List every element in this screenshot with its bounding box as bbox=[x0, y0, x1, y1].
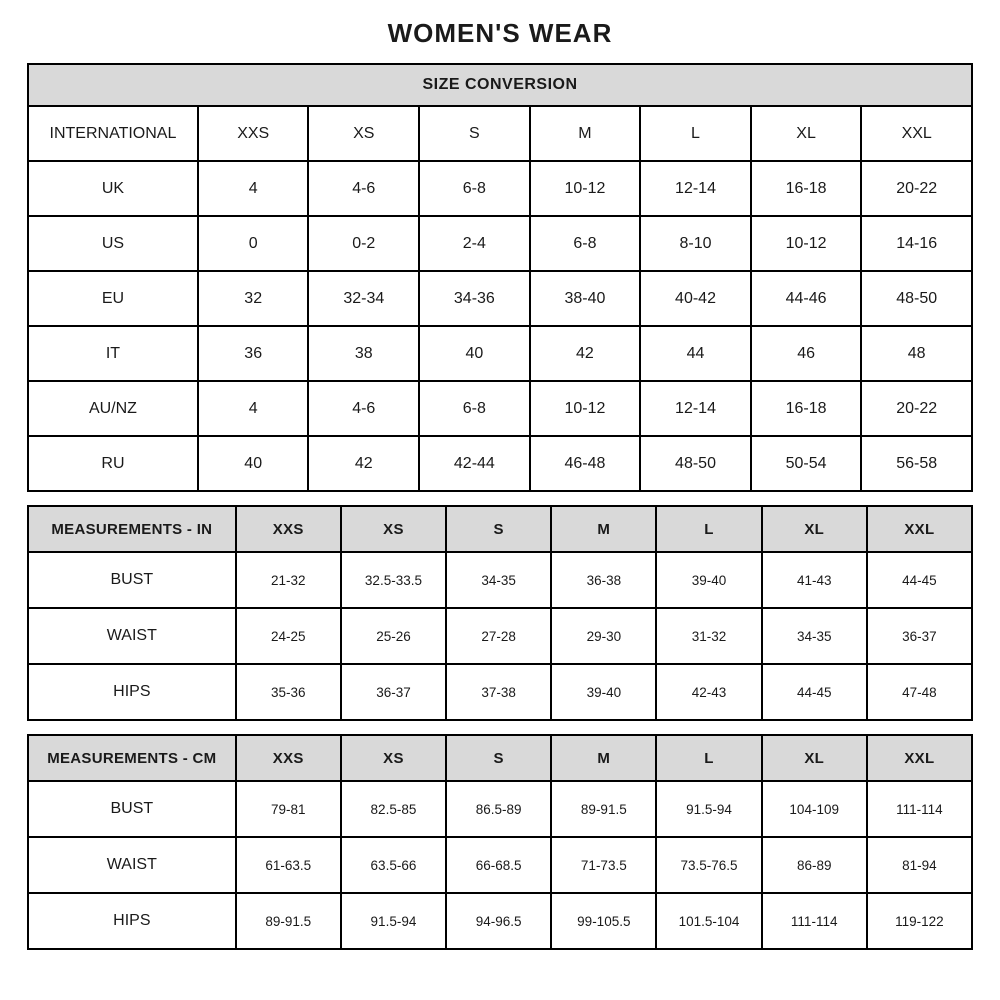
measurement-value-cell: 104-109 bbox=[762, 781, 867, 837]
size-value-cell: 6-8 bbox=[419, 381, 530, 436]
row-label-cell: BUST bbox=[28, 781, 236, 837]
column-header-cell: S bbox=[446, 506, 551, 552]
size-value-cell: 40-42 bbox=[640, 271, 751, 326]
size-value-cell: 42 bbox=[308, 436, 419, 491]
size-value-cell: 0-2 bbox=[308, 216, 419, 271]
size-value-cell: XXL bbox=[861, 106, 972, 161]
measurement-row bbox=[28, 837, 972, 893]
measurement-value-cell: 41-43 bbox=[762, 552, 867, 608]
measurement-value-cell: 27-28 bbox=[446, 608, 551, 664]
measurement-value-cell: 47-48 bbox=[867, 664, 972, 720]
size-conversion-row bbox=[28, 271, 972, 326]
measurement-value-cell: 29-30 bbox=[551, 608, 656, 664]
measurement-value-cell: 42-43 bbox=[656, 664, 761, 720]
size-value-cell: 4 bbox=[198, 161, 309, 216]
row-label-cell: EU bbox=[28, 271, 198, 326]
size-value-cell: 48-50 bbox=[861, 271, 972, 326]
row-label-cell: US bbox=[28, 216, 198, 271]
row-label-cell: WAIST bbox=[28, 608, 236, 664]
size-value-cell: 20-22 bbox=[861, 161, 972, 216]
size-conversion-row bbox=[28, 216, 972, 271]
size-value-cell: 48 bbox=[861, 326, 972, 381]
size-value-cell: 44-46 bbox=[751, 271, 862, 326]
size-value-cell: L bbox=[640, 106, 751, 161]
size-value-cell: 8-10 bbox=[640, 216, 751, 271]
measurement-value-cell: 86.5-89 bbox=[446, 781, 551, 837]
size-value-cell: 16-18 bbox=[751, 161, 862, 216]
size-value-cell: 34-36 bbox=[419, 271, 530, 326]
size-value-cell: 16-18 bbox=[751, 381, 862, 436]
column-header-cell: S bbox=[446, 735, 551, 781]
measurement-value-cell: 36-37 bbox=[341, 664, 446, 720]
table-title-cell: MEASUREMENTS - CM bbox=[28, 735, 236, 781]
row-label-cell: WAIST bbox=[28, 837, 236, 893]
column-header-cell: XL bbox=[762, 735, 867, 781]
size-conversion-table bbox=[27, 63, 973, 492]
size-value-cell: 14-16 bbox=[861, 216, 972, 271]
row-label-cell: HIPS bbox=[28, 664, 236, 720]
measurement-value-cell: 66-68.5 bbox=[446, 837, 551, 893]
row-label-cell: HIPS bbox=[28, 893, 236, 949]
measurement-value-cell: 86-89 bbox=[762, 837, 867, 893]
size-conversion-body bbox=[28, 106, 972, 491]
column-header-cell: M bbox=[551, 735, 656, 781]
measurement-row bbox=[28, 608, 972, 664]
measurement-value-cell: 39-40 bbox=[656, 552, 761, 608]
measurements-in-header-row bbox=[28, 506, 972, 552]
measurement-value-cell: 24-25 bbox=[236, 608, 341, 664]
size-value-cell: 40 bbox=[198, 436, 309, 491]
size-value-cell: 46 bbox=[751, 326, 862, 381]
size-value-cell: XXS bbox=[198, 106, 309, 161]
size-value-cell: 46-48 bbox=[530, 436, 641, 491]
column-header-cell: XXL bbox=[867, 506, 972, 552]
measurement-value-cell: 101.5-104 bbox=[656, 893, 761, 949]
size-conversion-row bbox=[28, 161, 972, 216]
measurement-value-cell: 63.5-66 bbox=[341, 837, 446, 893]
size-value-cell: S bbox=[419, 106, 530, 161]
column-header-cell: XS bbox=[341, 506, 446, 552]
size-conversion-row bbox=[28, 381, 972, 436]
measurement-value-cell: 44-45 bbox=[867, 552, 972, 608]
measurement-value-cell: 91.5-94 bbox=[341, 893, 446, 949]
measurement-value-cell: 36-38 bbox=[551, 552, 656, 608]
measurement-value-cell: 81-94 bbox=[867, 837, 972, 893]
size-conversion-row bbox=[28, 436, 972, 491]
size-value-cell: 12-14 bbox=[640, 381, 751, 436]
measurement-value-cell: 34-35 bbox=[446, 552, 551, 608]
measurements-cm-table bbox=[27, 734, 973, 950]
size-value-cell: 44 bbox=[640, 326, 751, 381]
measurements-cm-body bbox=[28, 781, 972, 949]
measurement-row bbox=[28, 664, 972, 720]
column-header-cell: XXS bbox=[236, 735, 341, 781]
measurement-value-cell: 39-40 bbox=[551, 664, 656, 720]
column-header-cell: L bbox=[656, 506, 761, 552]
measurement-value-cell: 71-73.5 bbox=[551, 837, 656, 893]
measurement-value-cell: 73.5-76.5 bbox=[656, 837, 761, 893]
row-label-cell: IT bbox=[28, 326, 198, 381]
measurements-in-body bbox=[28, 552, 972, 720]
size-conversion-title: SIZE CONVERSION bbox=[28, 64, 972, 106]
measurement-value-cell: 61-63.5 bbox=[236, 837, 341, 893]
size-value-cell: 42 bbox=[530, 326, 641, 381]
size-value-cell: M bbox=[530, 106, 641, 161]
size-value-cell: 36 bbox=[198, 326, 309, 381]
measurement-value-cell: 32.5-33.5 bbox=[341, 552, 446, 608]
size-value-cell: 4 bbox=[198, 381, 309, 436]
row-label-cell: UK bbox=[28, 161, 198, 216]
size-value-cell: 10-12 bbox=[530, 161, 641, 216]
measurement-value-cell: 79-81 bbox=[236, 781, 341, 837]
size-value-cell: XS bbox=[308, 106, 419, 161]
column-header-cell: XXL bbox=[867, 735, 972, 781]
size-value-cell: 4-6 bbox=[308, 381, 419, 436]
size-value-cell: 42-44 bbox=[419, 436, 530, 491]
size-conversion-row bbox=[28, 106, 972, 161]
size-value-cell: 48-50 bbox=[640, 436, 751, 491]
size-value-cell: 20-22 bbox=[861, 381, 972, 436]
measurement-value-cell: 91.5-94 bbox=[656, 781, 761, 837]
measurement-value-cell: 31-32 bbox=[656, 608, 761, 664]
measurement-value-cell: 111-114 bbox=[867, 781, 972, 837]
measurement-value-cell: 89-91.5 bbox=[551, 781, 656, 837]
measurement-row bbox=[28, 893, 972, 949]
size-value-cell: 2-4 bbox=[419, 216, 530, 271]
row-label-cell: AU/NZ bbox=[28, 381, 198, 436]
size-value-cell: 38-40 bbox=[530, 271, 641, 326]
page-title: WOMEN'S WEAR bbox=[387, 18, 613, 48]
measurement-value-cell: 37-38 bbox=[446, 664, 551, 720]
size-conversion-title-row bbox=[28, 64, 972, 106]
size-value-cell: 56-58 bbox=[861, 436, 972, 491]
measurement-value-cell: 35-36 bbox=[236, 664, 341, 720]
measurement-value-cell: 89-91.5 bbox=[236, 893, 341, 949]
measurement-value-cell: 44-45 bbox=[762, 664, 867, 720]
column-header-cell: M bbox=[551, 506, 656, 552]
size-value-cell: 10-12 bbox=[530, 381, 641, 436]
column-header-cell: L bbox=[656, 735, 761, 781]
measurement-row bbox=[28, 552, 972, 608]
measurement-value-cell: 25-26 bbox=[341, 608, 446, 664]
column-header-cell: XS bbox=[341, 735, 446, 781]
measurement-value-cell: 111-114 bbox=[762, 893, 867, 949]
column-header-cell: XXS bbox=[236, 506, 341, 552]
size-value-cell: 6-8 bbox=[419, 161, 530, 216]
size-value-cell: 50-54 bbox=[751, 436, 862, 491]
size-value-cell: 10-12 bbox=[751, 216, 862, 271]
size-value-cell: XL bbox=[751, 106, 862, 161]
size-conversion-row bbox=[28, 326, 972, 381]
measurement-value-cell: 34-35 bbox=[762, 608, 867, 664]
measurement-value-cell: 21-32 bbox=[236, 552, 341, 608]
size-value-cell: 12-14 bbox=[640, 161, 751, 216]
size-value-cell: 32 bbox=[198, 271, 309, 326]
size-value-cell: 40 bbox=[419, 326, 530, 381]
row-label-cell: BUST bbox=[28, 552, 236, 608]
measurement-value-cell: 99-105.5 bbox=[551, 893, 656, 949]
size-value-cell: 32-34 bbox=[308, 271, 419, 326]
row-label-cell: RU bbox=[28, 436, 198, 491]
measurements-in-table bbox=[27, 505, 973, 721]
size-value-cell: 6-8 bbox=[530, 216, 641, 271]
table-title-cell: MEASUREMENTS - IN bbox=[28, 506, 236, 552]
measurements-cm-header-row bbox=[28, 735, 972, 781]
measurement-value-cell: 119-122 bbox=[867, 893, 972, 949]
row-label-cell: INTERNATIONAL bbox=[28, 106, 198, 161]
size-value-cell: 0 bbox=[198, 216, 309, 271]
measurement-value-cell: 94-96.5 bbox=[446, 893, 551, 949]
measurement-row bbox=[28, 781, 972, 837]
size-value-cell: 4-6 bbox=[308, 161, 419, 216]
measurement-value-cell: 36-37 bbox=[867, 608, 972, 664]
measurement-value-cell: 82.5-85 bbox=[341, 781, 446, 837]
column-header-cell: XL bbox=[762, 506, 867, 552]
size-value-cell: 38 bbox=[308, 326, 419, 381]
